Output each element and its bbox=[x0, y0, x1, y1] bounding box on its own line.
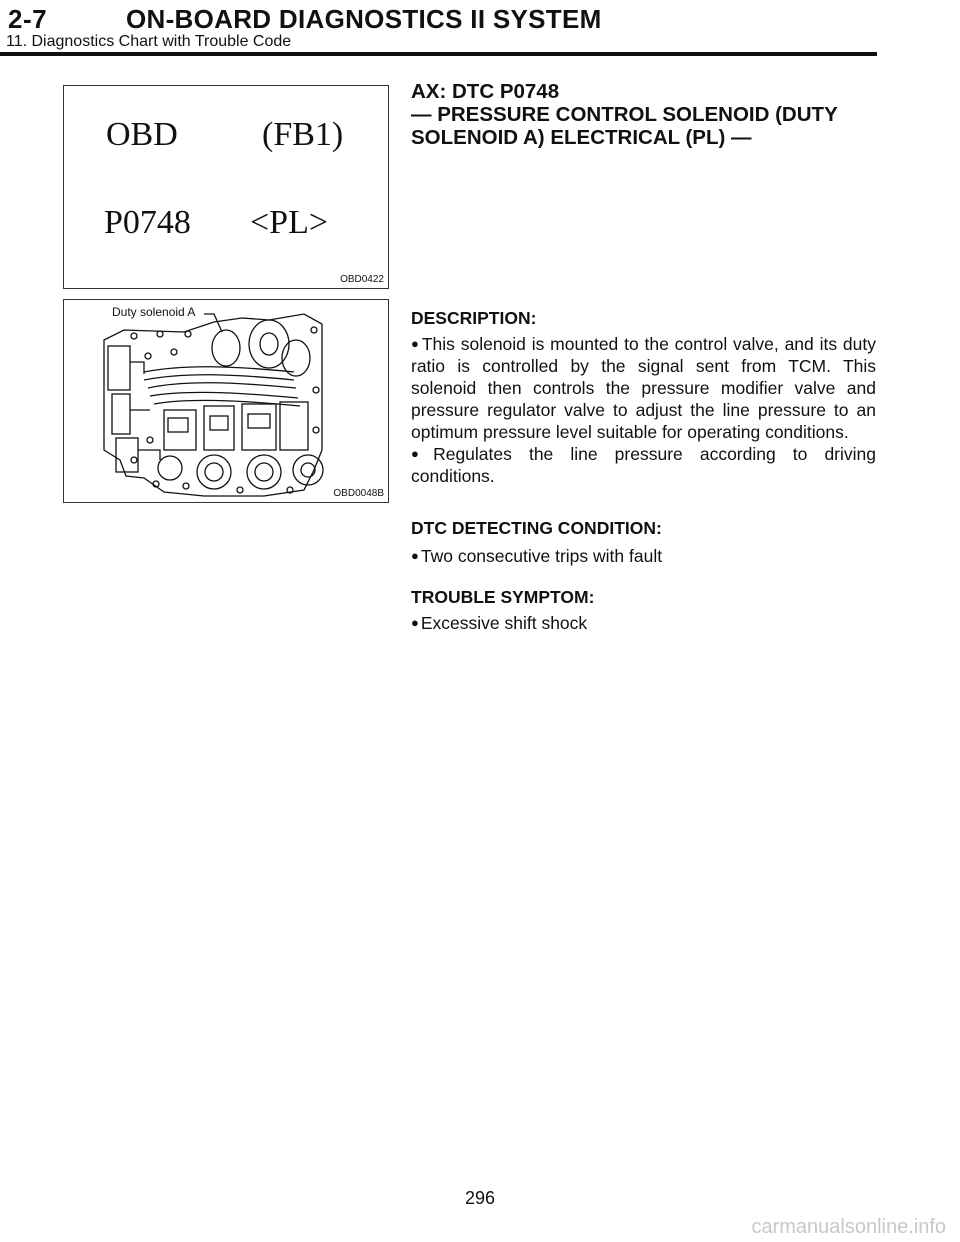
dtc-heading-line-1: AX: DTC P0748 bbox=[411, 80, 560, 103]
trouble-symptom-label: TROUBLE SYMPTOM: bbox=[411, 587, 595, 607]
bullet-icon: ● bbox=[411, 336, 420, 351]
detecting-condition-bullet bbox=[411, 545, 876, 567]
watermark: carmanualsonline.info bbox=[751, 1216, 946, 1238]
description-bullet-1 bbox=[411, 333, 876, 443]
figure-code: OBD0422 bbox=[340, 274, 384, 285]
trouble-symptom-text: Excessive shift shock bbox=[420, 613, 588, 633]
detecting-condition-label: DTC DETECTING CONDITION: bbox=[411, 518, 662, 538]
description-label: DESCRIPTION: bbox=[411, 308, 537, 328]
control-valve-figure bbox=[63, 299, 389, 503]
page-number: 296 bbox=[464, 1188, 496, 1208]
control-valve-drawing bbox=[64, 300, 388, 502]
description-bullet-2 bbox=[411, 443, 876, 487]
description-bullet-2-text: Regulates the line pressure according to driving conditions. bbox=[411, 444, 877, 486]
section-title: ON-BOARD DIAGNOSTICS II SYSTEM bbox=[126, 4, 602, 34]
bullet-icon: ● bbox=[411, 446, 432, 461]
dtc-heading bbox=[411, 80, 871, 149]
header-rule bbox=[0, 52, 877, 56]
section-code: 2-7 bbox=[8, 4, 48, 34]
figure-code: OBD0048B bbox=[333, 488, 384, 499]
dtc-heading-line-2: — PRESSURE CONTROL SOLENOID (DUTY bbox=[411, 103, 838, 126]
obd-label: OBD bbox=[106, 116, 178, 153]
description-bullet-1-text: This solenoid is mounted to the control valve, and its duty ratio is controlled by the signal sent from TCM. This solenoid then controls the pressure modifier valve and pressure regulator valve to adjust the line pressure to an optimum pressure level suitable for operating conditions. bbox=[411, 334, 876, 442]
bullet-icon: ● bbox=[411, 548, 419, 563]
dtc-heading-line-3: SOLENOID A) ELECTRICAL (PL) — bbox=[411, 126, 752, 149]
duty-solenoid-label: Duty solenoid A bbox=[112, 305, 196, 319]
detecting-condition-text: Two consecutive trips with fault bbox=[420, 546, 663, 566]
obd-code-figure bbox=[63, 85, 389, 289]
dtc-code-label: P0748 bbox=[104, 204, 191, 241]
subsection-title: 11. Diagnostics Chart with Trouble Code bbox=[6, 33, 292, 50]
description-body bbox=[411, 333, 876, 487]
pl-label: <PL> bbox=[250, 204, 329, 241]
trouble-symptom-bullet bbox=[411, 612, 876, 634]
bullet-icon: ● bbox=[411, 615, 419, 630]
fb1-label: (FB1) bbox=[262, 116, 344, 153]
